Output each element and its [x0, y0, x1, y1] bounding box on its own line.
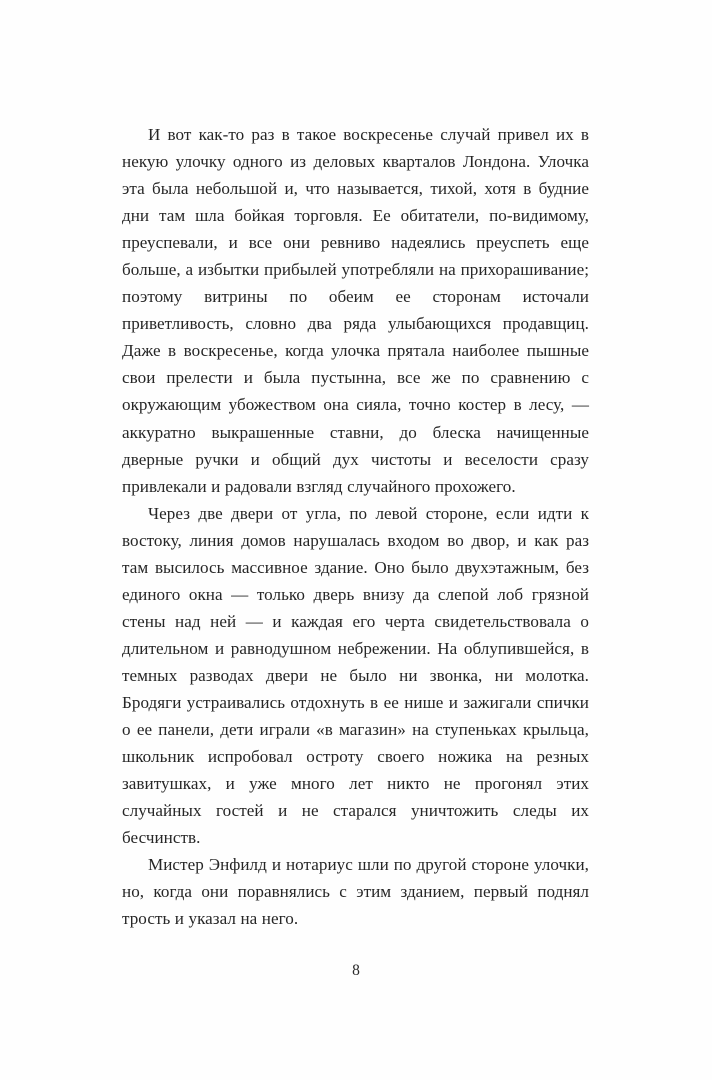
page-number: 8	[352, 962, 360, 979]
page-text-block	[122, 121, 589, 932]
paragraph-3: Мистер Энфилд и нотариус шли по другой стороне улочки, но, когда они поравнялись с этим зданием, первый поднял трость и указал на него.	[122, 855, 589, 929]
paragraph-2: Через две двери от угла, по левой стороне, если идти к востоку, линия домов нарушалась входом во двор, и как раз там высилось массивное здание. Оно было двухэтажным, без единого окна — только дверь внизу да слепой лоб грязной стены над ней — и каждая его черта свидетельствовала о длительном и равнодушном небрежении. На облупившейся, в темных разводах двери не было ни звонка, ни молотка. Бродяги устраивались отдохнуть в ее нише и зажигали спички о ее панели, дети играли «в магазин» на ступеньках крыльца, школьник испробовал остроту своего ножика на резных завитушках, и уже много лет никто не прогонял этих случайных гостей и не старался уничтожить следы их бесчинств.	[122, 503, 589, 848]
paragraph-1: И вот как-то раз в такое воскресенье случай привел их в некую улочку одного из деловых кварталов Лондона. Улочка эта была небольшой и, что называется, тихой, хотя в будние дни там шла бойкая торговля. Ее обитатели, по-видимому, преуспевали, и все они ревниво надеялись преуспеть еще больше, а избытки прибылей употребляли на прихорашивание; поэтому витрины по обеим ее сторонам источали приветливость, словно два ряда улыбающихся продавщиц. Даже в воскресенье, когда улочка прятала наиболее пышные свои прелести и была пустынна, все же по сравнению с окружающим убожеством она сияла, точно костер в лесу, — аккуратно выкрашенные ставни, до блеска начищенные дверные ручки и общий дух чистоты и веселости сразу привлекали и радовали взгляд случайного прохожего.	[122, 125, 589, 496]
